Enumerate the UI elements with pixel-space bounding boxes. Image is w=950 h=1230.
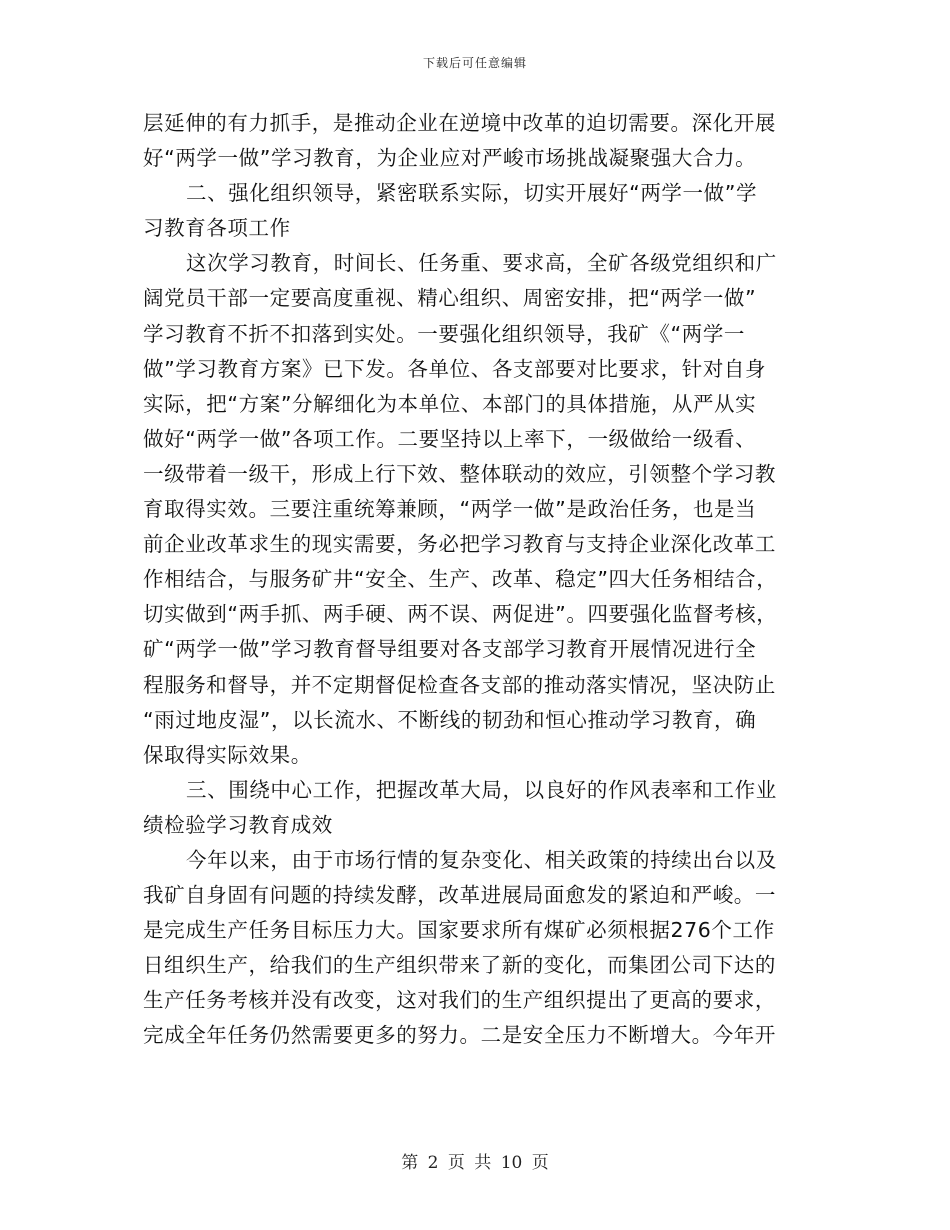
body-line: 矿“两学一做”学习教育督导组要对各支部学习教育开展情况进行全 [143,637,757,662]
page-number: 第 2 页 共 10 页 [401,1153,549,1173]
body-line: 实际，把“方案”分解细化为本单位、本部门的具体措施，从严从实 [143,391,757,416]
body-line: “雨过地皮湿”，以长流水、不断线的韧劲和恒心推动学习教育，确 [143,707,757,732]
page-header-note: 下载后可任意编辑 [422,56,527,70]
body-line: 是完成生产任务目标压力大。国家要求所有煤矿必须根据276个工作 [143,918,775,943]
body-line: 作相结合，与服务矿井“安全、生产、改革、稳定”四大任务相结合， [143,567,778,592]
body-line: 层延伸的有力抓手，是推动企业在逆境中改革的迫切需要。深化开展 [143,111,776,135]
body-line: 好“两学一做”学习教育，为企业应对严峻市场挑战凝聚强大合力。 [143,146,757,171]
body-line: 阔党员干部一定要高度重视、精心组织、周密安排，把“两学一做” [143,286,757,311]
body-line: 切实做到“两手抓、两手硬、两不误、两促进”。四要强化监督考核， [143,602,778,627]
section-heading-3-cont: 绩检验学习教育成效 [143,812,333,837]
body-line: 生产任务考核并没有改变，这对我们的生产组织提出了更高的要求， [143,988,776,1013]
section-heading-2: 二、强化组织领导，紧密联系实际，切实开展好“两学一做”学 [186,181,758,206]
section-heading-2-cont: 习教育各项工作 [143,216,291,241]
body-line: 做好“两学一做”各项工作。二要坚持以上率下，一级做给一级看、 [143,426,757,451]
body-line: 完成全年任务仍然需要更多的努力。二是安全压力不断增大。今年开 [143,1023,776,1048]
body-line: 前企业改革求生的现实需要，务必把学习教育与支持企业深化改革工 [143,532,776,557]
body-line: 日组织生产，给我们的生产组织带来了新的变化，而集团公司下达的 [143,953,776,978]
body-line: 学习教育不折不扣落到实处。一要强化组织领导，我矿《“两学一 [143,321,746,346]
paragraph-start: 今年以来，由于市场行情的复杂变化、相关政策的持续出台以及 [186,847,777,872]
document-body [143,106,803,1054]
body-line: 育取得实效。三要注重统筹兼顾，“两学一做”是政治任务，也是当 [143,497,757,522]
body-line: 我矿自身固有问题的持续发酵，改革进展局面愈发的紧迫和严峻。一 [143,883,776,908]
body-line: 程服务和督导，并不定期督促检查各支部的推动落实情况，坚决防止 [143,672,776,697]
body-line: 保取得实际效果。 [143,742,312,767]
body-line: 做”学习教育方案》已下发。各单位、各支部要对比要求，针对自身 [143,356,767,381]
paragraph-start: 这次学习教育，时间长、任务重、要求高，全矿各级党组织和广 [186,251,777,276]
section-heading-3: 三、围绕中心工作，把握改革大局，以良好的作风表率和工作业 [186,777,777,802]
body-line: 一级带着一级干，形成上行下效、整体联动的效应，引领整个学习教 [143,461,776,486]
